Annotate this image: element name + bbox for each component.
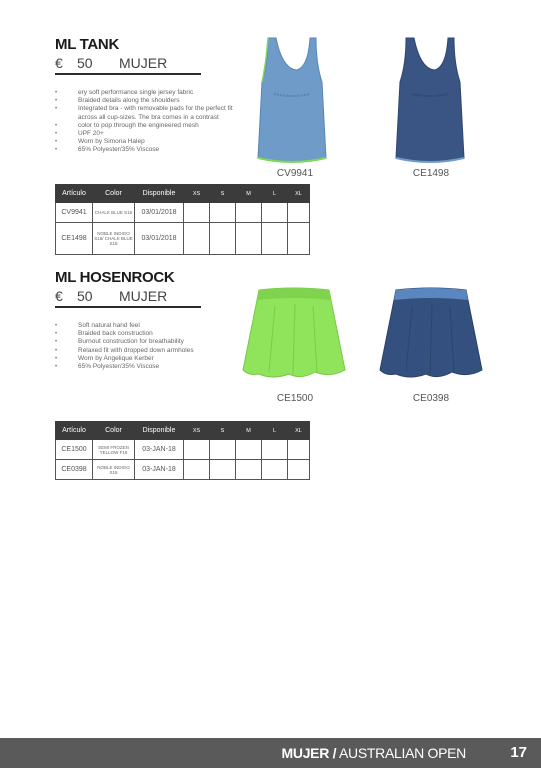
cell-qty-m[interactable] bbox=[236, 460, 262, 480]
size-table-ml-tank bbox=[55, 184, 310, 255]
feature-item: • Braided back construction bbox=[55, 330, 235, 338]
feature-item: • UPF 20+ bbox=[55, 130, 235, 138]
feature-item: • Worn by Angelique Kerber bbox=[55, 355, 235, 363]
col-header-s: S bbox=[210, 185, 236, 203]
cell-qty-l[interactable] bbox=[262, 460, 288, 480]
col-header-articulo: Artículo bbox=[56, 422, 93, 440]
product-section-ml-tank bbox=[55, 36, 235, 155]
cell-articulo: CE0398 bbox=[56, 460, 93, 480]
col-header-m: M bbox=[236, 422, 262, 440]
feature-item: • color to pop through the engineered mesh bbox=[55, 122, 235, 130]
size-table-ml-hosenrock bbox=[55, 421, 310, 480]
cell-qty-xs[interactable] bbox=[184, 223, 210, 255]
table-row bbox=[56, 203, 310, 223]
feature-list bbox=[55, 322, 235, 371]
cell-qty-xl[interactable] bbox=[288, 203, 310, 223]
price-value: 50 bbox=[77, 288, 93, 304]
table-header-row bbox=[56, 185, 310, 203]
product-title: ML HOSENROCK bbox=[55, 269, 175, 286]
page-footer bbox=[0, 738, 541, 768]
cell-qty-m[interactable] bbox=[236, 223, 262, 255]
gender-label: MUJER bbox=[119, 55, 168, 71]
table-row bbox=[56, 223, 310, 255]
cell-qty-m[interactable] bbox=[236, 203, 262, 223]
cell-qty-l[interactable] bbox=[262, 440, 288, 460]
cell-qty-xs[interactable] bbox=[184, 460, 210, 480]
cell-color: SEMI FROZEN YELLOW F16 bbox=[93, 440, 135, 460]
cell-qty-s[interactable] bbox=[210, 203, 236, 223]
price-value: 50 bbox=[77, 55, 93, 71]
col-header-color: Color bbox=[93, 185, 135, 203]
cell-qty-s[interactable] bbox=[210, 440, 236, 460]
cell-disponible: 03/01/2018 bbox=[135, 223, 184, 255]
table-header-row bbox=[56, 422, 310, 440]
cell-qty-xs[interactable] bbox=[184, 203, 210, 223]
cell-qty-xl[interactable] bbox=[288, 223, 310, 255]
cell-qty-xl[interactable] bbox=[288, 440, 310, 460]
col-header-disponible: Disponible bbox=[135, 185, 184, 203]
feature-list bbox=[55, 89, 235, 155]
page-number: 17 bbox=[510, 744, 527, 761]
cell-articulo: CE1498 bbox=[56, 223, 93, 255]
gender-label: MUJER bbox=[119, 288, 168, 304]
feature-item: • Soft natural hand feel bbox=[55, 322, 235, 330]
footer-section-bold: MUJER / bbox=[281, 745, 337, 761]
cell-disponible: 03-JAN-18 bbox=[135, 440, 184, 460]
cell-articulo: CV9941 bbox=[56, 203, 93, 223]
footer-section-title bbox=[282, 745, 466, 761]
cell-qty-s[interactable] bbox=[210, 223, 236, 255]
product-section-ml-hosenrock bbox=[55, 269, 235, 371]
feature-item: • 65% Polyester/35% Viscose bbox=[55, 146, 235, 154]
product-code-label: CV9941 bbox=[276, 168, 314, 179]
tank-image-cv9941 bbox=[252, 34, 332, 166]
cell-color: CHALK BLUE S18 bbox=[93, 203, 135, 223]
cell-color: NOBLE INDIGO S18/ CHALK BLUE S18 bbox=[93, 223, 135, 255]
feature-item: • 65% Polyester/35% Viscose bbox=[55, 363, 235, 371]
col-header-xl: XL bbox=[288, 185, 310, 203]
product-code-label: CE0398 bbox=[412, 393, 450, 404]
feature-item: • Relaxed fit with dropped down armholes bbox=[55, 347, 235, 355]
col-header-xs: XS bbox=[184, 422, 210, 440]
product-code-label: CE1500 bbox=[276, 393, 314, 404]
table-row bbox=[56, 460, 310, 480]
feature-item: • Burnout construction for breathability bbox=[55, 338, 235, 346]
col-header-l: L bbox=[262, 422, 288, 440]
cell-color: NOBLE INDIGO S18 bbox=[93, 460, 135, 480]
cell-articulo: CE1500 bbox=[56, 440, 93, 460]
tank-image-ce1498 bbox=[390, 34, 470, 166]
cell-qty-xs[interactable] bbox=[184, 440, 210, 460]
currency-symbol: € bbox=[55, 288, 63, 304]
col-header-m: M bbox=[236, 185, 262, 203]
feature-item: • Integrated bra - with removable pads for the perfect fit across all cup-sizes. The bra comes in a contrast bbox=[55, 105, 235, 121]
cell-disponible: 03-JAN-18 bbox=[135, 460, 184, 480]
price-row bbox=[55, 55, 201, 75]
cell-qty-l[interactable] bbox=[262, 203, 288, 223]
col-header-xl: XL bbox=[288, 422, 310, 440]
col-header-xs: XS bbox=[184, 185, 210, 203]
product-code-label: CE1498 bbox=[412, 168, 450, 179]
cell-qty-l[interactable] bbox=[262, 223, 288, 255]
skirt-image-ce1500 bbox=[241, 286, 347, 382]
price-row bbox=[55, 288, 201, 308]
product-title: ML TANK bbox=[55, 36, 120, 53]
cell-qty-m[interactable] bbox=[236, 440, 262, 460]
col-header-articulo: Artículo bbox=[56, 185, 93, 203]
cell-disponible: 03/01/2018 bbox=[135, 203, 184, 223]
table-row bbox=[56, 440, 310, 460]
feature-item: • Braided details along the shoulders bbox=[55, 97, 235, 105]
col-header-color: Color bbox=[93, 422, 135, 440]
feature-item: • ery soft performance single jersey fabric bbox=[55, 89, 235, 97]
feature-item: • Worn by Simona Halep bbox=[55, 138, 235, 146]
currency-symbol: € bbox=[55, 55, 63, 71]
col-header-s: S bbox=[210, 422, 236, 440]
footer-section-rest: AUSTRALIAN OPEN bbox=[336, 745, 466, 761]
cell-qty-xl[interactable] bbox=[288, 460, 310, 480]
cell-qty-s[interactable] bbox=[210, 460, 236, 480]
skirt-image-ce0398 bbox=[378, 286, 484, 382]
col-header-disponible: Disponible bbox=[135, 422, 184, 440]
col-header-l: L bbox=[262, 185, 288, 203]
